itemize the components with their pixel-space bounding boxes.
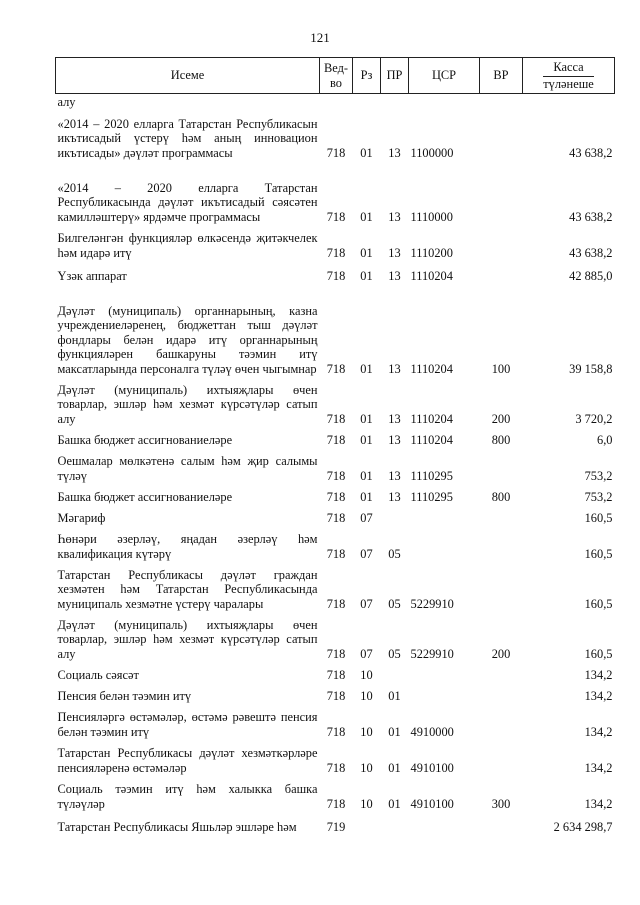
row-vedo: 718 (326, 688, 346, 703)
row-name: Татарстан Республикасы Яшьләр эшләре һәм (57, 819, 297, 834)
row-vr: 800 (491, 489, 511, 504)
row-csr: 1110204 (410, 361, 453, 376)
row-vr (480, 745, 523, 775)
row-rz: 10 (360, 796, 373, 811)
row-amount: 39 158,8 (569, 361, 613, 376)
row-rz (353, 819, 381, 834)
row-csr: 1110295 (410, 489, 453, 504)
row-pr: 13 (388, 268, 401, 283)
row-vr (480, 115, 523, 160)
row-vr: 200 (491, 411, 511, 426)
table-body (56, 94, 615, 835)
row-csr (409, 819, 480, 834)
row-vedo: 718 (326, 724, 346, 739)
row-vr: 800 (491, 432, 511, 447)
row-amount: 43 638,2 (569, 245, 613, 260)
table-row (56, 166, 615, 224)
table-row (56, 489, 615, 504)
table-row (56, 230, 615, 260)
table-row (56, 745, 615, 775)
row-vr (480, 510, 523, 525)
row-rz: 01 (360, 489, 373, 504)
row-vr (480, 230, 523, 260)
row-spacer (56, 811, 615, 819)
row-csr: 4910100 (410, 796, 454, 811)
table-row (56, 453, 615, 483)
row-rz: 10 (360, 688, 373, 703)
header-kassa-top: Касса (553, 60, 584, 74)
row-rz: 10 (360, 724, 373, 739)
row-rz: 10 (360, 760, 373, 775)
row-vr (480, 567, 523, 611)
row-vr (480, 453, 523, 483)
row-name: Мәгариф (57, 510, 106, 525)
row-name: Социаль тәэмин итү һәм халыкка башка түләүләр (57, 782, 318, 811)
row-csr (409, 531, 480, 561)
row-pr: 01 (388, 688, 401, 703)
row-vedo (320, 94, 353, 110)
row-amount: 134,2 (584, 688, 613, 703)
budget-table (55, 57, 615, 834)
row-vr: 100 (491, 361, 511, 376)
row-amount: 160,5 (584, 546, 613, 561)
table-row (56, 289, 615, 376)
row-name: Оешмалар мөлкәтенә салым һәм җир салымы түләү (57, 454, 318, 483)
row-pr: 01 (388, 724, 401, 739)
row-vr: 200 (491, 646, 511, 661)
row-pr (381, 94, 409, 110)
table-row (56, 781, 615, 811)
row-rz: 10 (360, 667, 373, 682)
row-vr (480, 667, 523, 682)
row-name: «2014 – 2020 елларга Татарстан Республикасында дәүләт икътисадый сәясәтен камилләштерү» ярдәмче программасы (57, 180, 318, 224)
row-spacer-cell (56, 811, 615, 819)
row-vr (480, 94, 523, 110)
row-csr: 1110204 (410, 268, 453, 283)
page-number: 121 (310, 30, 330, 45)
row-csr (409, 510, 480, 525)
row-rz: 01 (360, 245, 373, 260)
table-row (56, 268, 615, 283)
row-vedo: 719 (326, 819, 346, 834)
row-pr (381, 819, 409, 834)
row-amount: 134,2 (584, 796, 613, 811)
row-vedo: 718 (326, 667, 346, 682)
row-amount: 134,2 (584, 724, 613, 739)
row-pr (381, 510, 409, 525)
header-vr: ВР (480, 58, 523, 94)
row-pr: 13 (388, 209, 401, 224)
row-pr: 01 (388, 796, 401, 811)
row-amount: 160,5 (584, 646, 613, 661)
row-pr: 13 (388, 432, 401, 447)
row-pr: 05 (388, 646, 401, 661)
row-csr: 1110000 (410, 209, 453, 224)
row-csr: 1100000 (410, 145, 454, 160)
row-rz: 07 (360, 510, 373, 525)
table-row (56, 432, 615, 447)
row-vedo: 718 (326, 510, 346, 525)
row-csr: 4910000 (410, 724, 454, 739)
row-vedo: 718 (326, 361, 346, 376)
table-row (56, 617, 615, 661)
row-rz: 01 (360, 468, 373, 483)
table-header-row (56, 58, 615, 94)
row-vedo: 718 (326, 432, 346, 447)
row-vr (480, 819, 523, 834)
header-kassa (523, 58, 615, 94)
row-vedo: 718 (326, 245, 346, 260)
row-amount: 753,2 (584, 468, 613, 483)
row-vedo: 718 (326, 468, 346, 483)
row-pr: 13 (388, 411, 401, 426)
row-vedo: 718 (326, 489, 346, 504)
row-amount: 753,2 (584, 489, 613, 504)
row-pr: 13 (388, 361, 401, 376)
row-amount: 134,2 (584, 760, 613, 775)
row-name: алу (57, 94, 76, 109)
row-rz: 01 (360, 268, 373, 283)
row-name: «2014 – 2020 елларга Татарстан Республикасын икътисадый үстерү һәм аның инновацион икътисады» дәүләт программасы (57, 116, 318, 160)
row-amount: 3 720,2 (575, 411, 613, 426)
row-amount (523, 94, 615, 110)
header-csr: ЦСР (409, 58, 480, 94)
row-vedo: 718 (326, 268, 346, 283)
row-name: Башка бюджет ассигнованиеләре (57, 489, 233, 504)
table-row (56, 115, 615, 160)
row-rz: 01 (360, 432, 373, 447)
row-vr (480, 268, 523, 283)
row-vr (480, 688, 523, 703)
table-row (56, 688, 615, 703)
row-spacer-cell (56, 260, 615, 268)
row-vr (480, 166, 523, 224)
header-name: Исеме (56, 58, 320, 94)
row-vedo: 718 (326, 209, 346, 224)
header-kassa-bottom: түләнеше (543, 76, 594, 91)
row-csr: 1110200 (410, 245, 453, 260)
table-row (56, 567, 615, 611)
row-name: Дәүләт (муниципаль) органнарының, казна учреждениеләренең, бюджеттан тыш дәүләт фондлары белән идарә итү органнарының функцияләрен башкаруны тәэмин итү максатларында персоналга түләү өчен чыгымнар (57, 303, 318, 376)
row-amount: 160,5 (584, 510, 613, 525)
table-row (56, 382, 615, 426)
row-pr: 13 (388, 245, 401, 260)
row-vedo: 718 (326, 646, 346, 661)
row-pr: 13 (388, 145, 401, 160)
row-pr: 05 (388, 596, 401, 611)
header-pr: ПР (381, 58, 409, 94)
table-row (56, 819, 615, 834)
row-rz: 07 (360, 596, 373, 611)
row-csr: 1110204 (410, 411, 453, 426)
table-row (56, 667, 615, 682)
table-row (56, 510, 615, 525)
row-name: Пенсия белән тәэмин итү (57, 688, 192, 703)
row-name: Башка бюджет ассигнованиеләре (57, 432, 233, 447)
header-vedo: Вед-во (320, 58, 353, 94)
row-name: Билгеләнгән функцияләр өлкәсендә җитәкчелек һәм идарә итү (57, 231, 318, 260)
row-name: Үзәк аппарат (57, 268, 127, 283)
row-pr: 13 (388, 489, 401, 504)
row-name: Социаль сәясәт (57, 667, 139, 682)
row-csr: 5229910 (410, 646, 454, 661)
row-csr: 1110295 (410, 468, 453, 483)
row-pr: 05 (388, 546, 401, 561)
row-rz: 07 (360, 546, 373, 561)
row-vedo: 718 (326, 546, 346, 561)
row-name: Һөнәри әзерләү, яңадан әзерләү һәм квалификация күтәрү (57, 532, 318, 561)
row-vedo: 718 (326, 411, 346, 426)
row-name: Пенсияләргә өстәмәләр, өстәмә рәвештә пенсия белән тәэмин итү (57, 710, 318, 739)
row-spacer (56, 260, 615, 268)
row-rz (353, 94, 381, 110)
row-rz: 01 (360, 411, 373, 426)
row-pr: 13 (388, 468, 401, 483)
row-name: Дәүләт (муниципаль) ихтыяҗлары өчен товарлар, эшләр һәм хезмәт күрсәтүләр сатып алу (57, 617, 318, 661)
row-vr (480, 709, 523, 739)
row-rz: 01 (360, 361, 373, 376)
row-name: Татарстан Республикасы дәүләт граждан хезмәтен һәм Татарстан Республикасында муниципаль хезмәтне үстерү чаралары (57, 567, 318, 611)
row-name: Татарстан Республикасы дәүләт хезмәткәрләре пенсияләренә өстәмәләр (57, 746, 318, 775)
row-amount: 6,0 (597, 432, 613, 447)
row-vedo: 718 (326, 760, 346, 775)
row-amount: 134,2 (584, 667, 613, 682)
row-csr (409, 667, 480, 682)
row-csr: 5229910 (410, 596, 454, 611)
row-vedo: 718 (326, 596, 346, 611)
table-row (56, 709, 615, 739)
table-row (56, 94, 615, 110)
row-vedo: 718 (326, 145, 346, 160)
row-vr: 300 (491, 796, 511, 811)
row-vedo: 718 (326, 796, 346, 811)
row-csr (409, 94, 480, 110)
row-rz: 07 (360, 646, 373, 661)
table-row (56, 531, 615, 561)
header-rz: Рз (353, 58, 381, 94)
row-csr (409, 688, 480, 703)
row-amount: 43 638,2 (569, 209, 613, 224)
row-pr: 01 (388, 760, 401, 775)
row-csr: 4910100 (410, 760, 454, 775)
row-csr: 1110204 (410, 432, 453, 447)
row-amount: 42 885,0 (569, 268, 613, 283)
row-vr (480, 531, 523, 561)
row-amount: 160,5 (584, 596, 613, 611)
row-amount: 43 638,2 (569, 145, 613, 160)
row-amount: 2 634 298,7 (553, 819, 613, 834)
row-pr (381, 667, 409, 682)
row-rz: 01 (360, 145, 373, 160)
row-name: Дәүләт (муниципаль) ихтыяҗлары өчен товарлар, эшләр һәм хезмәт күрсәтүләр сатып алу (57, 382, 318, 426)
row-rz: 01 (360, 209, 373, 224)
